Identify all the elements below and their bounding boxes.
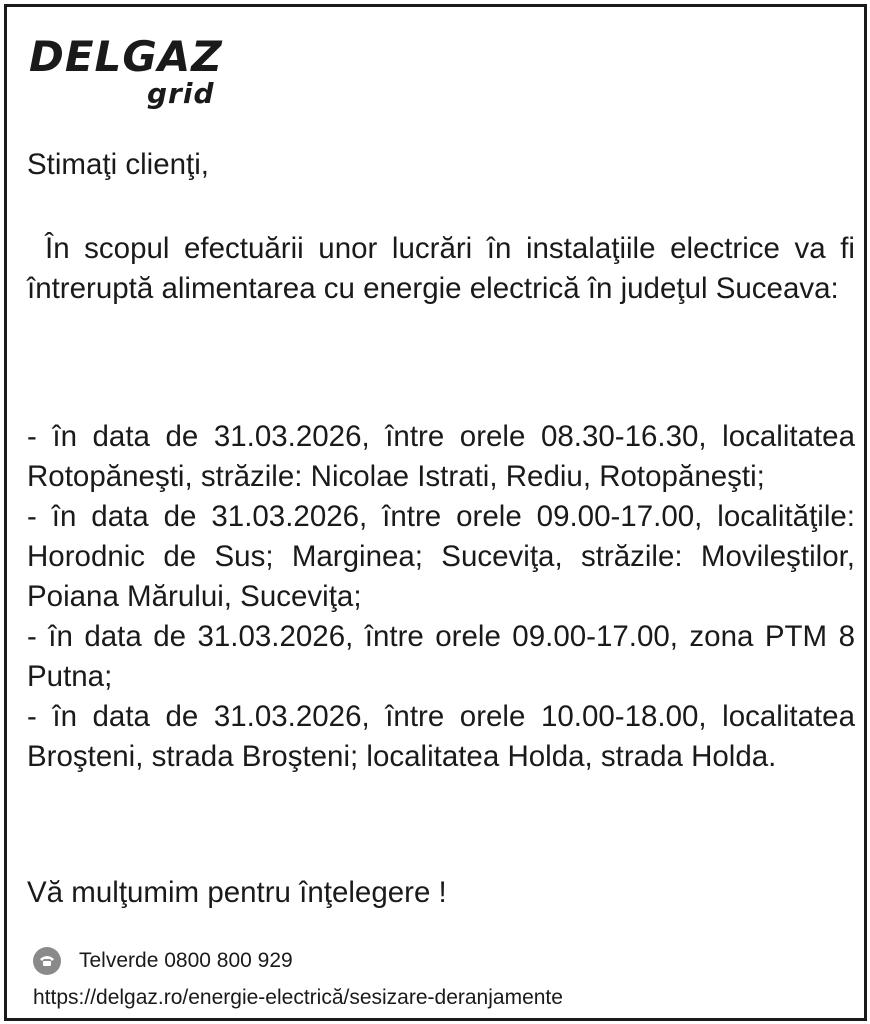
phone-icon <box>33 947 61 975</box>
closing-line: Vă mulţumim pentru înţelegere ! <box>27 876 447 909</box>
logo-word: DELGAZ <box>29 32 223 81</box>
phone-row <box>33 945 293 977</box>
logo-sub: grid <box>147 77 215 110</box>
outage-schedule <box>27 417 855 777</box>
phone-label: Telverde 0800 800 929 <box>79 949 293 972</box>
delgaz-grid-logo <box>29 33 249 113</box>
schedule-item: - în data de 31.03.2026, între orele 09.00-17.00, localităţile: Horodnic de Sus; Marginea; Suceviţa, străzile: Movileştilor, Poiana Mărului, Suceviţa; <box>27 500 855 613</box>
intro-paragraph: În scopul efectuării unor lucrări în instalaţiile electrice va fi întreruptă alimentarea cu energie electrică în judeţul Suceava: <box>27 232 855 305</box>
greeting: Stimaţi clienţi, <box>27 148 209 181</box>
schedule-item: - în data de 31.03.2026, între orele 09.00-17.00, zona PTM 8 Putna; <box>27 620 855 693</box>
schedule-item: - în data de 31.03.2026, între orele 10.00-18.00, localitatea Broşteni, strada Broşteni; localitatea Holda, strada Holda. <box>27 700 855 773</box>
report-url[interactable]: https://delgaz.ro/energie-electrică/sesizare-deranjamente <box>33 986 563 1009</box>
notice-frame <box>4 4 867 1021</box>
schedule-item: - în data de 31.03.2026, între orele 08.30-16.30, localitatea Rotopăneşti, străzile: Nicolae Istrati, Rediu, Rotopăneşti; <box>27 420 855 493</box>
